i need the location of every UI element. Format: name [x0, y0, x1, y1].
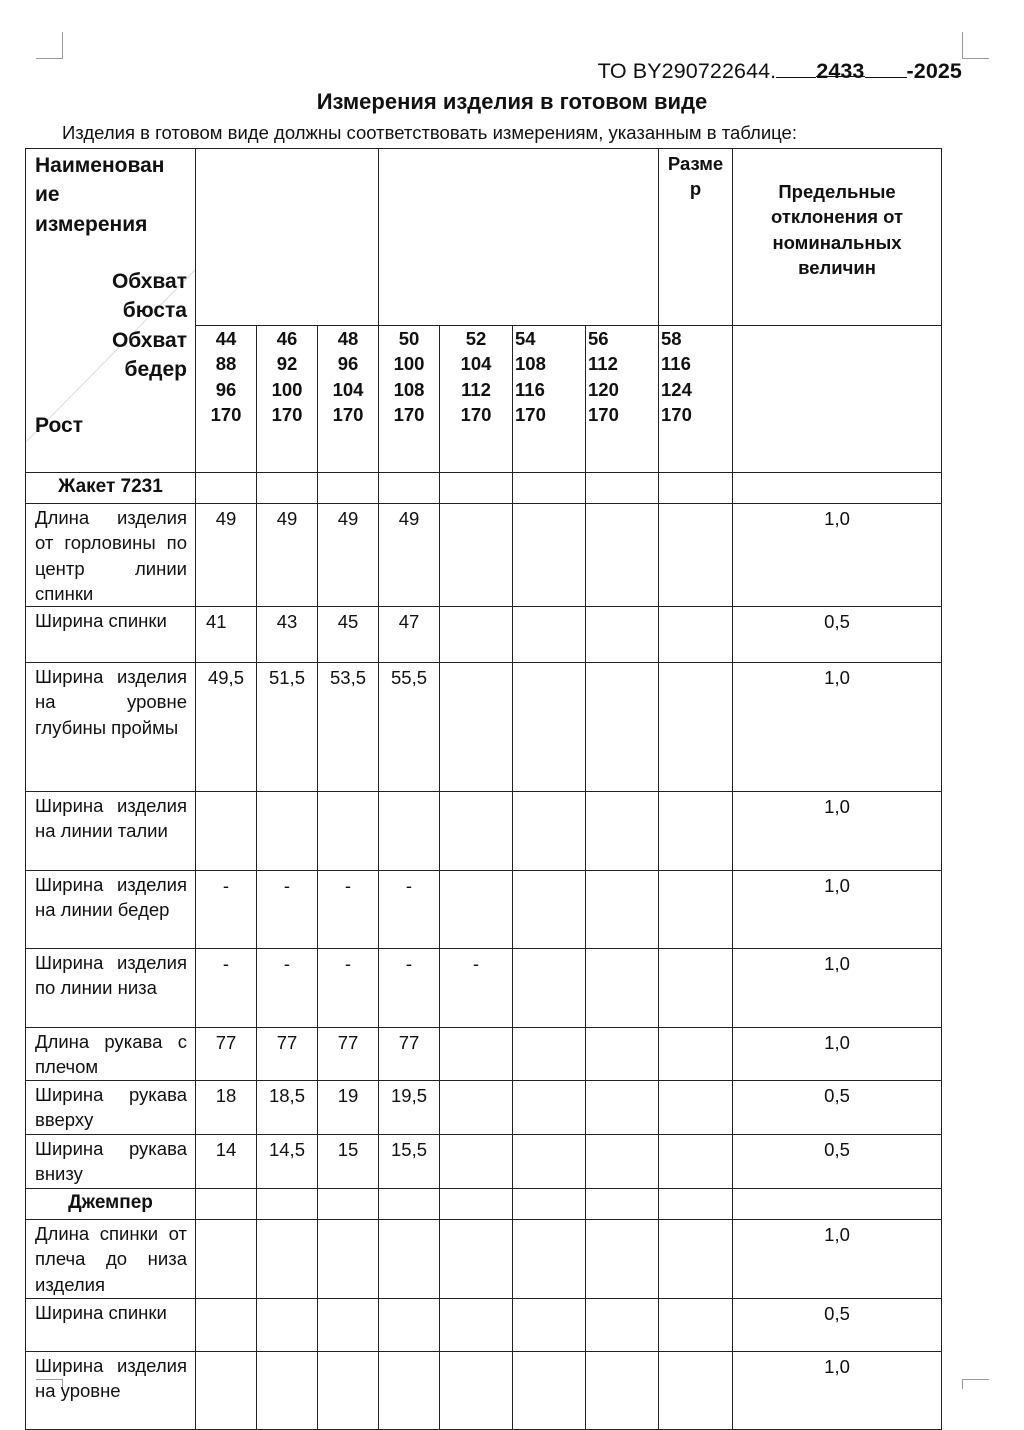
table-row — [26, 607, 942, 663]
measurement-value — [440, 663, 513, 792]
size-bust: 96 — [337, 353, 359, 375]
size-bust: 92 — [276, 353, 298, 375]
section-title: Жакет 7231 — [26, 473, 196, 504]
measurement-value — [440, 1081, 513, 1135]
tolerance-header-blank — [733, 326, 942, 473]
table-row — [26, 1299, 942, 1352]
size-height: 170 — [588, 403, 619, 425]
measurement-value — [196, 1299, 257, 1352]
tolerance-value: 1,0 — [733, 663, 942, 792]
size-hips: 112 — [461, 378, 491, 400]
measurement-value: 18 — [196, 1081, 257, 1135]
measurement-value: - — [379, 871, 440, 949]
measurement-value — [513, 663, 586, 792]
measurement-value: 14,5 — [257, 1135, 318, 1189]
section-blank-cell — [257, 1189, 318, 1220]
section-blank-cell — [513, 473, 586, 504]
measurement-value — [513, 607, 586, 663]
measurement-value — [586, 663, 659, 792]
section-blank-cell — [659, 473, 733, 504]
section-blank-cell — [513, 1189, 586, 1220]
measurement-value — [659, 504, 733, 607]
measurement-name: Длина изделия от горловины по центр линии спинки — [26, 504, 196, 607]
measurement-value: 49 — [257, 504, 318, 607]
tolerance-value: 0,5 — [733, 1299, 942, 1352]
measurement-value — [513, 871, 586, 949]
measurements-table — [25, 148, 942, 1430]
size-header-7 — [659, 326, 733, 473]
section-blank-cell — [379, 473, 440, 504]
section-blank-cell — [733, 1189, 942, 1220]
section-blank-cell — [733, 473, 942, 504]
tolerance-value: 0,5 — [733, 1135, 942, 1189]
section-row — [26, 473, 942, 504]
measurement-value: 77 — [379, 1028, 440, 1081]
measurement-name: Ширина рукава внизу — [26, 1135, 196, 1189]
size-hips: 108 — [393, 378, 425, 400]
size-bust: 112 — [588, 353, 618, 375]
size-size: 56 — [588, 328, 609, 349]
measurement-value — [513, 1220, 586, 1299]
section-blank-cell — [440, 1189, 513, 1220]
table-row — [26, 1220, 942, 1299]
measurement-value: 77 — [257, 1028, 318, 1081]
measurement-value: 49 — [379, 504, 440, 607]
measurement-value: 49,5 — [196, 663, 257, 792]
size-header-6 — [586, 326, 659, 473]
document-number — [598, 59, 962, 84]
measurement-value: 77 — [196, 1028, 257, 1081]
measurement-value — [257, 1220, 318, 1299]
measurement-value — [659, 1352, 733, 1430]
section-blank-cell — [586, 1189, 659, 1220]
measurement-value — [659, 1135, 733, 1189]
measurement-value — [257, 1299, 318, 1352]
measurement-value: - — [318, 949, 379, 1028]
section-blank-cell — [659, 1189, 733, 1220]
measurement-value: 55,5 — [379, 663, 440, 792]
measurement-value: 45 — [318, 607, 379, 663]
measurement-name: Ширина изделия на линии бедер — [26, 871, 196, 949]
measurement-value — [379, 1352, 440, 1430]
measurement-value — [318, 1299, 379, 1352]
section-blank-cell — [318, 473, 379, 504]
measurement-value: 15,5 — [379, 1135, 440, 1189]
measurement-value — [513, 1352, 586, 1430]
measurement-value — [440, 1135, 513, 1189]
measurement-value: 14 — [196, 1135, 257, 1189]
section-blank-cell — [196, 473, 257, 504]
measurement-value: - — [196, 871, 257, 949]
header-blank-cell — [379, 149, 659, 326]
measurement-value: - — [257, 949, 318, 1028]
measurement-value — [586, 949, 659, 1028]
table-row — [26, 949, 942, 1028]
size-height: 170 — [332, 403, 364, 425]
size-height: 170 — [271, 403, 303, 425]
underline-blank — [865, 60, 907, 78]
measurement-value — [586, 1299, 659, 1352]
measurement-value — [659, 1028, 733, 1081]
size-bust: 116 — [661, 353, 691, 375]
measurement-value — [440, 1220, 513, 1299]
size-header-4 — [440, 326, 513, 473]
measurement-value: 77 — [318, 1028, 379, 1081]
size-height: 170 — [515, 403, 546, 425]
size-header-1 — [257, 326, 318, 473]
measurement-value — [586, 1352, 659, 1430]
measurement-value: 51,5 — [257, 663, 318, 792]
measurement-value: 41 — [196, 607, 257, 663]
measurement-value — [513, 504, 586, 607]
size-header-3 — [379, 326, 440, 473]
measurement-value — [586, 1081, 659, 1135]
tolerance-value: 1,0 — [733, 1220, 942, 1299]
measurement-value — [586, 1220, 659, 1299]
measurement-name: Длина рукава с плечом — [26, 1028, 196, 1081]
measurement-value — [257, 792, 318, 871]
measurement-name: Длина спинки от плеча до низа изделия — [26, 1220, 196, 1299]
size-height: 170 — [393, 403, 425, 425]
measurement-name: Ширина изделия по линии низа — [26, 949, 196, 1028]
measurement-name: Ширина изделия на уровне — [26, 1352, 196, 1430]
page-subtitle: Изделия в готовом виде должны соответствовать измерениям, указанным в таблице: — [62, 122, 797, 143]
section-row — [26, 1189, 942, 1220]
column-header-measurement-name — [26, 149, 196, 473]
size-size: 58 — [661, 328, 682, 349]
table-row — [26, 1352, 942, 1430]
column-header-size: Разме р — [659, 149, 733, 326]
tolerance-value: 1,0 — [733, 949, 942, 1028]
section-blank-cell — [318, 1189, 379, 1220]
size-hips: 104 — [332, 378, 364, 400]
size-size: 46 — [276, 328, 298, 349]
measurement-value — [257, 1352, 318, 1430]
size-size: 50 — [398, 328, 420, 349]
measurement-value — [513, 1028, 586, 1081]
measurement-value — [513, 1299, 586, 1352]
tolerance-value: 1,0 — [733, 792, 942, 871]
size-hips: 120 — [588, 378, 619, 400]
measurement-value: 19 — [318, 1081, 379, 1135]
table-row — [26, 663, 942, 792]
measurement-value — [586, 1135, 659, 1189]
table-row — [26, 792, 942, 871]
measurement-value — [659, 1299, 733, 1352]
measurement-value: 53,5 — [318, 663, 379, 792]
size-hips: 96 — [215, 378, 237, 400]
measurement-value: 49 — [196, 504, 257, 607]
size-hips: 124 — [661, 378, 692, 400]
measurement-value: 19,5 — [379, 1081, 440, 1135]
measurement-value — [440, 1028, 513, 1081]
size-bust: 100 — [393, 353, 425, 375]
size-header-5 — [513, 326, 586, 473]
header-blank-cell — [196, 149, 379, 326]
measurement-value — [659, 607, 733, 663]
measurement-value: - — [379, 949, 440, 1028]
measurement-value — [440, 1352, 513, 1430]
tolerance-value: 1,0 — [733, 1352, 942, 1430]
tolerance-value: 1,0 — [733, 504, 942, 607]
measurement-value — [440, 504, 513, 607]
measurement-value — [586, 792, 659, 871]
header-name-label: Наименован ие измерения — [35, 154, 165, 236]
page-corner-mark — [962, 32, 989, 59]
measurement-value — [379, 1299, 440, 1352]
document-number-prefix: ТО BY290722644. — [597, 59, 777, 83]
measurement-value — [318, 1220, 379, 1299]
measurement-value — [659, 871, 733, 949]
document-number-suffix: -2025 — [906, 59, 962, 83]
measurement-value — [586, 607, 659, 663]
measurement-name: Ширина спинки — [26, 607, 196, 663]
size-size: 48 — [337, 328, 359, 349]
underline-blank — [776, 60, 816, 78]
table-row — [26, 1028, 942, 1081]
table-row — [26, 504, 942, 607]
measurement-value — [513, 792, 586, 871]
section-blank-cell — [257, 473, 318, 504]
measurement-name: Ширина изделия на уровне глубины проймы — [26, 663, 196, 792]
measurement-value — [379, 1220, 440, 1299]
measurement-value — [440, 607, 513, 663]
measurement-value — [586, 871, 659, 949]
tolerance-value: 0,5 — [733, 607, 942, 663]
measurement-value — [659, 663, 733, 792]
size-height: 170 — [460, 403, 492, 425]
page-title: Измерения изделия в готовом виде — [316, 89, 708, 114]
size-size: 54 — [515, 328, 536, 349]
measurement-value: 43 — [257, 607, 318, 663]
size-header-0 — [196, 326, 257, 473]
measurement-value: 18,5 — [257, 1081, 318, 1135]
measurement-name: Ширина изделия на линии талии — [26, 792, 196, 871]
measurement-value: - — [257, 871, 318, 949]
header-girth-labels: Обхват бюста Обхват бедер — [111, 270, 187, 381]
size-size: 52 — [465, 328, 487, 349]
measurement-value — [659, 1081, 733, 1135]
page-corner-mark — [36, 32, 63, 59]
size-hips: 100 — [271, 378, 303, 400]
tolerance-value: 1,0 — [733, 1028, 942, 1081]
measurement-value — [513, 949, 586, 1028]
measurement-value: 47 — [379, 607, 440, 663]
measurement-value: - — [196, 949, 257, 1028]
measurement-value — [318, 792, 379, 871]
size-hips: 116 — [515, 378, 545, 400]
measurement-value — [659, 792, 733, 871]
column-header-tolerance: Предельные отклонения от номинальных величин — [733, 149, 942, 326]
section-blank-cell — [196, 1189, 257, 1220]
table-row — [26, 1081, 942, 1135]
tolerance-value: 0,5 — [733, 1081, 942, 1135]
size-size: 44 — [215, 328, 237, 349]
size-height: 170 — [661, 403, 692, 425]
measurement-value — [586, 1028, 659, 1081]
measurement-value: 49 — [318, 504, 379, 607]
tolerance-value: 1,0 — [733, 871, 942, 949]
size-bust: 88 — [215, 353, 237, 375]
size-bust: 104 — [460, 353, 492, 375]
size-header-2 — [318, 326, 379, 473]
measurement-value — [513, 1135, 586, 1189]
section-title: Джемпер — [26, 1189, 196, 1220]
measurement-value — [318, 1352, 379, 1430]
measurement-value — [196, 1220, 257, 1299]
measurement-value — [586, 504, 659, 607]
measurement-value — [513, 1081, 586, 1135]
measurement-value — [196, 1352, 257, 1430]
document-number-mid: 2433 — [816, 59, 865, 83]
header-height-label: Рост — [35, 414, 83, 437]
measurement-value — [659, 949, 733, 1028]
size-bust: 108 — [515, 353, 546, 375]
measurement-value — [659, 1220, 733, 1299]
measurement-value: - — [440, 949, 513, 1028]
measurement-value — [379, 792, 440, 871]
measurement-value — [196, 792, 257, 871]
section-blank-cell — [379, 1189, 440, 1220]
section-blank-cell — [586, 473, 659, 504]
measurement-value: - — [318, 871, 379, 949]
section-blank-cell — [440, 473, 513, 504]
measurement-name: Ширина рукава вверху — [26, 1081, 196, 1135]
measurement-value: 15 — [318, 1135, 379, 1189]
table-row — [26, 871, 942, 949]
measurement-name: Ширина спинки — [26, 1299, 196, 1352]
measurement-value — [440, 871, 513, 949]
measurement-value — [440, 1299, 513, 1352]
size-height: 170 — [210, 403, 242, 425]
measurement-value — [440, 792, 513, 871]
table-row — [26, 1135, 942, 1189]
